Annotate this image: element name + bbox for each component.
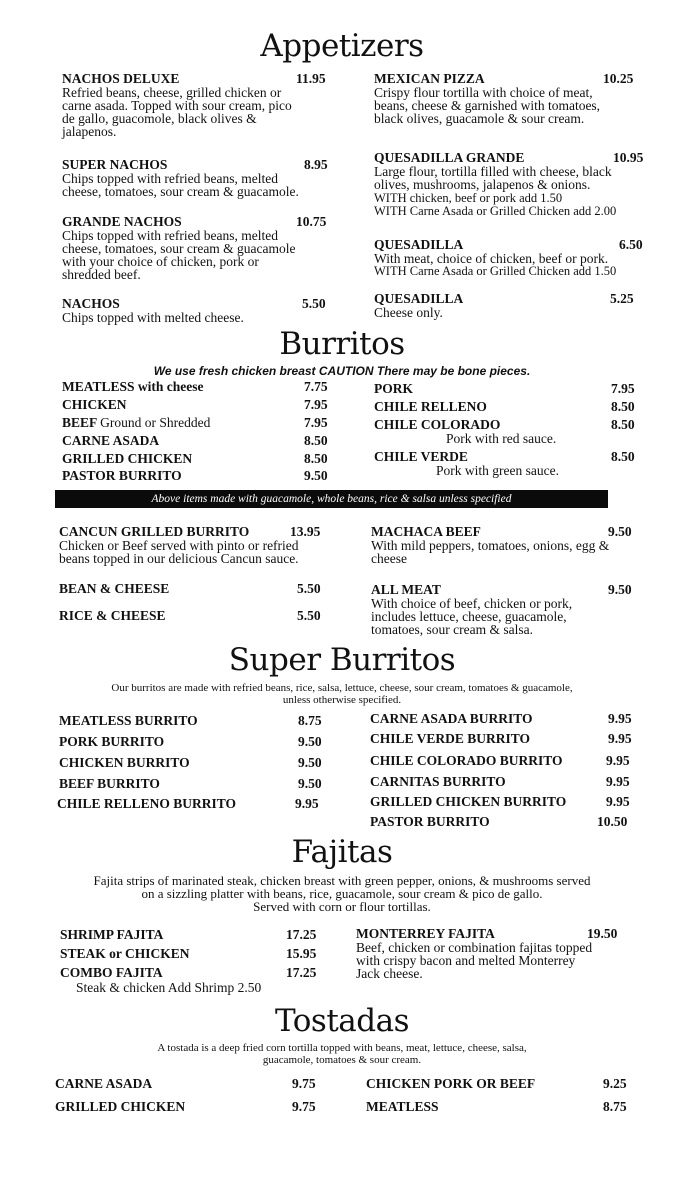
item-price: 9.95 bbox=[295, 796, 319, 811]
item-name: COMBO FAJITA bbox=[60, 965, 163, 980]
item-price: 8.50 bbox=[611, 449, 635, 464]
super-burritos-heading: Super Burritos bbox=[228, 642, 456, 678]
item-price: 9.95 bbox=[608, 731, 632, 746]
item-name: MEATLESS bbox=[366, 1099, 439, 1114]
item-name: CARNITAS BURRITO bbox=[370, 774, 506, 789]
item-price: 9.50 bbox=[608, 524, 632, 539]
item-name: RICE & CHEESE bbox=[59, 608, 166, 623]
item-description: Pork with red sauce. bbox=[446, 431, 557, 446]
item-name: MEATLESS with cheese bbox=[62, 379, 204, 394]
item-name: GRILLED CHICKEN BURRITO bbox=[370, 794, 567, 809]
item-name: MEXICAN PIZZA bbox=[374, 71, 485, 86]
item-description: Beef, chicken or combination fajitas topped with crispy bacon and melted Monterrey Jack cheese. bbox=[356, 940, 593, 981]
item-description: Cheese only. bbox=[374, 305, 443, 320]
item-description: Refried beans, cheese, grilled chicken or carne asada. Topped with sour cream, pico de gallo, guacomole, black olives & jalapenos. bbox=[62, 85, 292, 139]
item-price: 9.50 bbox=[298, 734, 322, 749]
caution-note: We use fresh chicken breast CAUTION There may be bone pieces. bbox=[153, 364, 531, 378]
item-price: 8.95 bbox=[304, 157, 328, 172]
item-name: GRANDE NACHOS bbox=[62, 214, 182, 229]
item-price: 5.25 bbox=[610, 291, 634, 306]
item-price: 9.95 bbox=[606, 774, 630, 789]
item-price: 8.50 bbox=[304, 451, 328, 466]
item-price: 6.50 bbox=[619, 237, 643, 252]
item-price: 5.50 bbox=[302, 296, 326, 311]
tostadas-heading: Tostadas bbox=[274, 1003, 410, 1039]
item-price: 8.75 bbox=[603, 1099, 627, 1114]
item-name: MACHACA BEEF bbox=[371, 524, 481, 539]
item-price: 9.95 bbox=[606, 794, 630, 809]
item-price: 5.50 bbox=[297, 581, 321, 596]
item-name: CHILE VERDE bbox=[374, 449, 468, 464]
item-description: With meat, choice of chicken, beef or pork. WITH Carne Asada or Grilled Chicken add 1.50 bbox=[374, 251, 617, 278]
item-name: CHILE COLORADO BURRITO bbox=[370, 753, 563, 768]
item-name: NACHOS bbox=[62, 296, 120, 311]
item-name: CHILE VERDE BURRITO bbox=[370, 731, 531, 746]
item-price: 10.95 bbox=[613, 150, 644, 165]
item-price: 9.95 bbox=[608, 711, 632, 726]
item-price: 7.95 bbox=[611, 381, 635, 396]
burritos-heading: Burritos bbox=[279, 326, 405, 362]
item-name: NACHOS DELUXE bbox=[62, 71, 180, 86]
item-name: CHICKEN PORK OR BEEF bbox=[366, 1076, 536, 1091]
item-price: 7.95 bbox=[304, 415, 328, 430]
item-name: BEAN & CHEESE bbox=[59, 581, 170, 596]
super-burritos-note: Our burritos are made with refried beans, rice, salsa, lettuce, cheese, sour cream, tomatoes & guacamole, unless otherwise specified. bbox=[111, 682, 573, 706]
item-name: PORK bbox=[374, 381, 413, 396]
item-price: 11.95 bbox=[296, 71, 326, 86]
item-name: QUESADILLA bbox=[374, 291, 464, 306]
item-name: SHRIMP FAJITA bbox=[60, 927, 164, 942]
item-price: 9.50 bbox=[298, 755, 322, 770]
item-price: 9.75 bbox=[292, 1076, 316, 1091]
fajitas-heading: Fajitas bbox=[291, 834, 393, 870]
item-name: QUESADILLA bbox=[374, 237, 464, 252]
item-name: QUESADILLA GRANDE bbox=[374, 150, 525, 165]
item-price: 17.25 bbox=[286, 965, 317, 980]
item-price: 7.75 bbox=[304, 379, 328, 394]
item-description: Crispy flour tortilla with choice of meat, beans, cheese & garnished with tomatoes, black olives, guacamole & sour cream. bbox=[374, 85, 601, 126]
tostadas-note: A tostada is a deep fried corn tortilla topped with beans, meat, lettuce, cheese, salsa, guacamole, tomatoes & sour cream. bbox=[157, 1042, 527, 1066]
item-name: CARNE ASADA bbox=[55, 1076, 153, 1091]
item-price: 10.50 bbox=[597, 814, 628, 829]
item-name: BEEF BURRITO bbox=[59, 776, 160, 791]
item-name: GRILLED CHICKEN bbox=[62, 451, 193, 466]
burrito-banner: Above items made with guacamole, whole beans, rice & salsa unless specified bbox=[55, 490, 608, 508]
item-name: MONTERREY FAJITA bbox=[356, 926, 495, 941]
item-price: 9.50 bbox=[298, 776, 322, 791]
item-price: 9.75 bbox=[292, 1099, 316, 1114]
item-price: 9.25 bbox=[603, 1076, 627, 1091]
item-description: Chips topped with melted cheese. bbox=[62, 310, 244, 325]
item-name: ALL MEAT bbox=[371, 582, 441, 597]
item-name: CHILE COLORADO bbox=[374, 417, 501, 432]
item-description: Steak & chicken Add Shrimp 2.50 bbox=[76, 980, 262, 995]
item-name: STEAK or CHICKEN bbox=[60, 946, 190, 961]
item-price: 9.50 bbox=[608, 582, 632, 597]
item-name: SUPER NACHOS bbox=[62, 157, 168, 172]
item-name: CARNE ASADA bbox=[62, 433, 160, 448]
item-name: GRILLED CHICKEN bbox=[55, 1099, 186, 1114]
item-description: Chicken or Beef served with pinto or refried beans topped in our delicious Cancun sauce. bbox=[59, 538, 299, 566]
fajitas-note: Fajita strips of marinated steak, chicken breast with green pepper, onions, & mushrooms served on a sizzling platter with beans, rice, guacamole, sour cream & pico de gallo. Served with corn or flour tortillas. bbox=[93, 873, 591, 914]
item-name: CARNE ASADA BURRITO bbox=[370, 711, 533, 726]
item-price: 8.50 bbox=[611, 399, 635, 414]
item-price: 9.50 bbox=[304, 468, 328, 483]
item-name: PORK BURRITO bbox=[59, 734, 165, 749]
item-description: Chips topped with refried beans, melted cheese, tomatoes, sour cream & guacamole with your choice of chicken, pork or shredded beef. bbox=[62, 228, 296, 282]
item-name: CHILE RELLENO BURRITO bbox=[57, 796, 237, 811]
item-name: BEEF Ground or Shredded bbox=[62, 415, 211, 430]
item-price: 10.75 bbox=[296, 214, 327, 229]
item-description: Pork with green sauce. bbox=[436, 463, 559, 478]
item-price: 13.95 bbox=[290, 524, 321, 539]
item-price: 5.50 bbox=[297, 608, 321, 623]
item-name: CHILE RELLENO bbox=[374, 399, 487, 414]
item-name: CHICKEN bbox=[62, 397, 127, 412]
item-price: 8.50 bbox=[611, 417, 635, 432]
item-description: With choice of beef, chicken or pork, includes lettuce, cheese, guacamole, tomatoes, sour cream & salsa. bbox=[371, 596, 573, 637]
item-description: Large flour, tortilla filled with cheese, black olives, mushrooms, jalapenos & onions. WITH chicken, beef or pork add 1.50 WITH Carne Asada or Grilled Chicken add 2.00 bbox=[374, 164, 617, 218]
item-price: 7.95 bbox=[304, 397, 328, 412]
item-description: With mild peppers, tomatoes, onions, egg & cheese bbox=[371, 538, 610, 566]
item-price: 17.25 bbox=[286, 927, 317, 942]
item-price: 9.95 bbox=[606, 753, 630, 768]
item-name: CHICKEN BURRITO bbox=[59, 755, 190, 770]
item-price: 10.25 bbox=[603, 71, 634, 86]
item-price: 8.50 bbox=[304, 433, 328, 448]
item-price: 8.75 bbox=[298, 713, 322, 728]
item-name: PASTOR BURRITO bbox=[62, 468, 182, 483]
item-name: MEATLESS BURRITO bbox=[59, 713, 198, 728]
appetizers-heading: Appetizers bbox=[260, 28, 424, 64]
item-price: 19.50 bbox=[587, 926, 618, 941]
item-price: 15.95 bbox=[286, 946, 317, 961]
item-name: PASTOR BURRITO bbox=[370, 814, 490, 829]
item-description: Chips topped with refried beans, melted cheese, tomatoes, sour cream & guacamole. bbox=[62, 171, 299, 199]
item-name: CANCUN GRILLED BURRITO bbox=[59, 524, 250, 539]
